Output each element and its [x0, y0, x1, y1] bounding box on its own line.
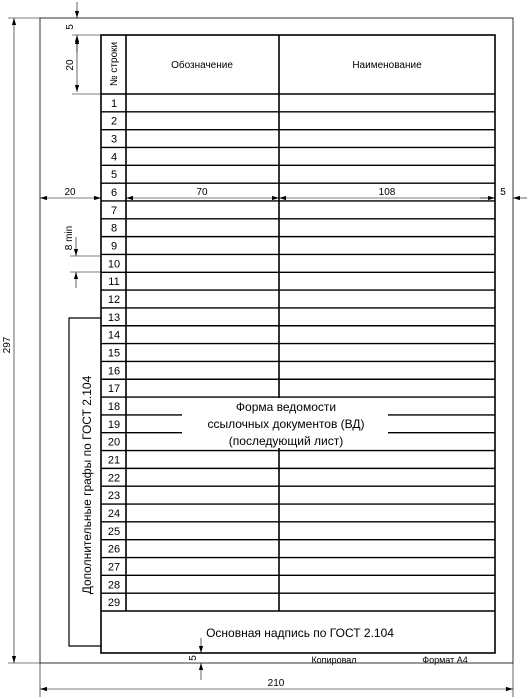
sheet-width-dim: 210	[267, 678, 285, 689]
row-number: 9	[110, 240, 118, 253]
designation-header: Обозначение	[171, 60, 233, 71]
left-margin-dim: 20	[64, 187, 76, 198]
row-number: 25	[107, 525, 121, 538]
form-title-line2: ссылочных документов (ВД)	[207, 417, 365, 431]
row-number: 23	[107, 490, 121, 503]
row-number: 6	[110, 187, 118, 200]
form-title-line1: Форма ведомости	[235, 400, 337, 414]
bottom-margin-dim: 5	[188, 655, 199, 661]
row-number: 21	[107, 454, 121, 467]
sheet-height-dim: 297	[2, 336, 13, 354]
row-number: 20	[107, 436, 121, 449]
row-number: 19	[107, 418, 121, 431]
row-number: 8	[110, 222, 118, 235]
name-width-dim: 108	[378, 187, 396, 198]
row-number: 26	[107, 543, 121, 556]
row-number: 15	[107, 347, 121, 360]
row-number: 18	[107, 400, 121, 413]
row-number: 1	[110, 97, 118, 110]
row-number: 12	[107, 294, 121, 307]
row-number-header: № строки	[109, 41, 120, 87]
row-number: 22	[107, 472, 121, 485]
row-number: 11	[108, 276, 120, 289]
designation-width-dim: 70	[196, 187, 208, 198]
additional-columns-label: Дополнительные графы по ГОСТ 2.104	[80, 375, 94, 595]
row-number: 27	[107, 561, 121, 574]
row-number: 13	[107, 311, 121, 324]
row-number: 3	[110, 133, 118, 146]
form-title-line3: (последующий лист)	[228, 434, 344, 448]
row-number: 24	[107, 507, 121, 520]
row-number: 17	[107, 383, 121, 396]
min-row-height-dim: 8 min	[64, 225, 75, 251]
name-header: Наименование	[352, 60, 422, 71]
format-label: Формат А4	[422, 655, 468, 665]
row-number: 4	[110, 151, 118, 164]
row-number: 28	[107, 579, 121, 592]
row-number: 7	[110, 204, 118, 217]
header-height-dim: 20	[65, 59, 76, 71]
row-numbers	[108, 98, 120, 609]
row-number: 2	[110, 115, 118, 128]
row-number: 10	[107, 258, 121, 271]
row-number: 5	[110, 169, 118, 182]
copied-by-label: Копировал	[311, 655, 357, 665]
row-number: 16	[107, 365, 121, 378]
row-number: 29	[107, 597, 121, 610]
row-lines	[101, 112, 495, 593]
row-number: 14	[107, 329, 121, 342]
right-margin-dim: 5	[500, 187, 506, 198]
main-inscription-label: Основная надпись по ГОСТ 2.104	[206, 626, 394, 640]
top-margin-dim: 5	[65, 24, 76, 30]
